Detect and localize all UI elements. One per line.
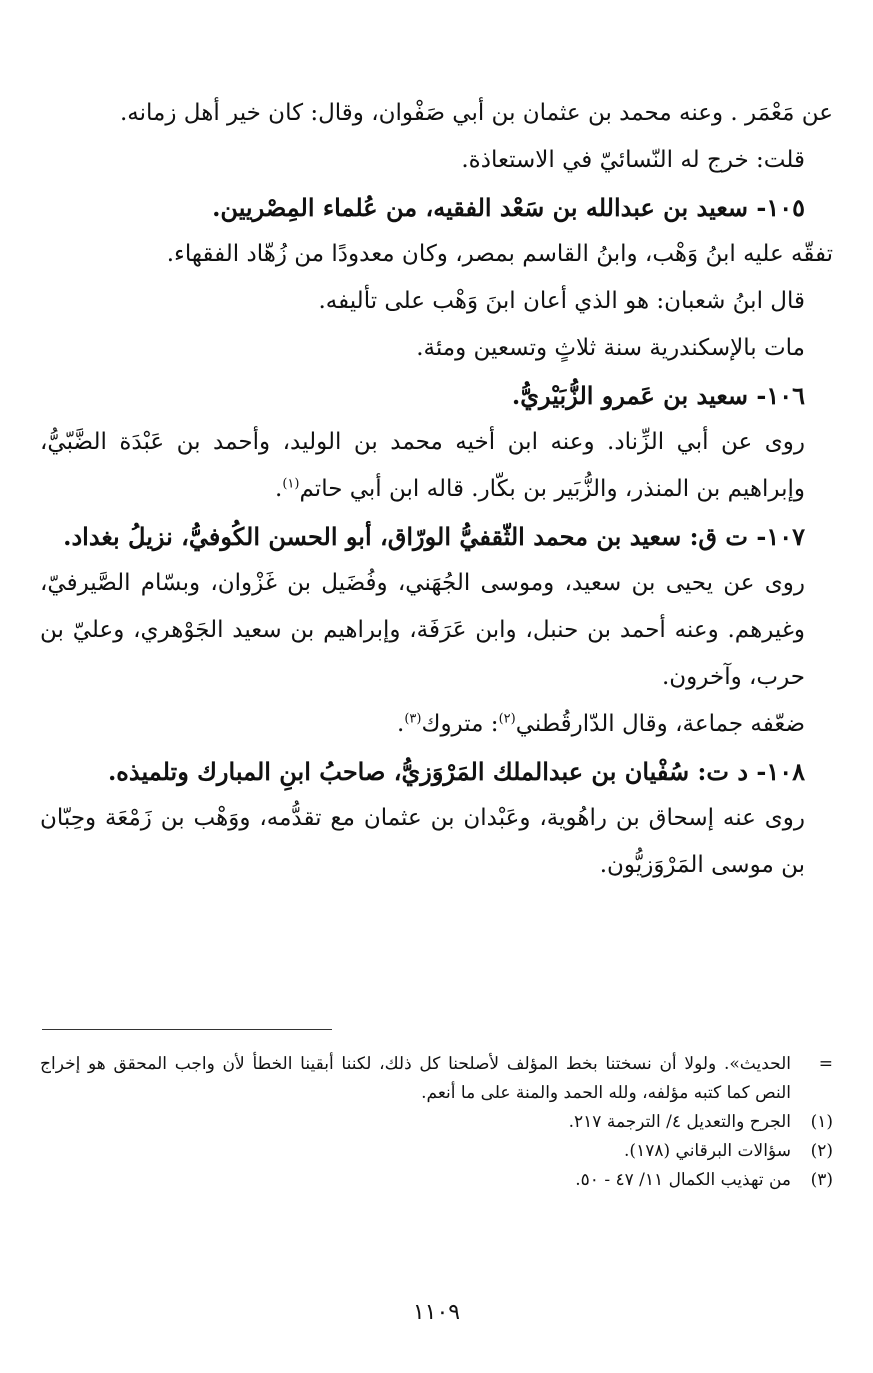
footnote-number: (١) xyxy=(810,1112,833,1132)
paragraph-text: : متروك xyxy=(421,711,499,737)
paragraph: مات بالإسكندرية سنة ثلاثٍ وتسعين ومئة. xyxy=(416,335,805,361)
continuation-mark: = xyxy=(818,1054,833,1074)
paragraph: قلت: خرج له النّسائيّ في الاستعاذة. xyxy=(461,147,805,173)
footnote-continuation xyxy=(40,1050,833,1108)
footnote-text: سؤالات البرقاني (١٧٨). xyxy=(624,1141,791,1161)
main-text xyxy=(40,90,833,889)
entry-heading-108: ١٠٨- د ت: سُفْيان بن عبدالملك المَرْوَزيُّ، صاحبُ ابنِ المبارك وتلميذه. xyxy=(107,757,805,786)
paragraph: روى عنه إسحاق بن راهُوية، وعَبْدان بن عثمان مع تقدُّمه، ووَهْب بن زَمْعَة وحِبّان بن موسى المَرْوَزيُّون. xyxy=(40,805,805,878)
paragraph-text: . xyxy=(397,711,405,737)
footnote-item xyxy=(40,1108,833,1137)
entry-heading-106: ١٠٦- سعيد بن عَمرو الزُّبَيْريُّ. xyxy=(511,381,805,410)
footnote-ref: (٣) xyxy=(404,711,422,727)
footnote-text: الحديث». ولولا أن نسختنا بخط المؤلف لأصلحنا كل ذلك، لكننا أبقينا الخطأ لأن واجب المحقق هو إخراج النص كما كتبه مؤلفه، ولله الحمد والمنة على ما أنعم. xyxy=(40,1054,791,1103)
paragraph-text: . xyxy=(275,476,283,502)
footnotes xyxy=(40,1050,833,1195)
paragraph: عن مَعْمَر . وعنه محمد بن عثمان بن أبي صَفْوان، وقال: كان خير أهل زمانه. xyxy=(119,100,833,126)
paragraph: قال ابنُ شعبان: هو الذي أعان ابنَ وَهْب على تأليفه. xyxy=(318,288,805,314)
paragraph-text: ضعّفه جماعة، وقال الدّارقُطني xyxy=(515,711,805,737)
entry-heading-107: ١٠٧- ت ق: سعيد بن محمد الثّقفيُّ الورّاق، أبو الحسن الكُوفيُّ، نزيلُ بغداد. xyxy=(63,522,805,551)
footnote-divider xyxy=(42,1029,332,1030)
footnote-text: من تهذيب الكمال ١١/ ٤٧ - ٥٠. xyxy=(575,1170,791,1190)
footnote-ref: (١) xyxy=(282,476,300,492)
footnote-text: الجرح والتعديل ٤/ الترجمة ٢١٧. xyxy=(568,1112,791,1132)
footnote-ref: (٢) xyxy=(498,711,516,727)
page-number: ١١٠٩ xyxy=(412,1300,461,1325)
paragraph: تفقّه عليه ابنُ وَهْب، وابنُ القاسم بمصر، وكان معدودًا من زُهّاد الفقهاء. xyxy=(166,241,833,267)
footnote-number: (٣) xyxy=(810,1170,833,1190)
footnote-item xyxy=(40,1137,833,1166)
paragraph xyxy=(40,701,833,748)
paragraph xyxy=(40,419,833,513)
paragraph: روى عن يحيى بن سعيد، وموسى الجُهَني، وفُضَيل بن غَزْوان، وبسّام الصَّيرفيّ، وغيرهم. وعنه أحمد بن حنبل، وابن عَرَفَة، وإبراهيم بن سعيد الجَوْهري، وعليّ بن حرب، وآخرون. xyxy=(40,570,805,690)
paragraph-text: روى عن أبي الزِّناد. وعنه ابن أخيه محمد بن الوليد، وأحمد بن عَبْدَة الضَّبّيُّ، وإبراهيم بن المنذر، والزُّبَير بن بكّار. قاله ابن أبي حاتم xyxy=(40,429,805,502)
footnote-item xyxy=(40,1166,833,1195)
footnote-number: (٢) xyxy=(810,1141,833,1161)
entry-heading-105: ١٠٥- سعيد بن عبدالله بن سَعْد الفقيه، من عُلماء المِصْريين. xyxy=(212,193,805,222)
